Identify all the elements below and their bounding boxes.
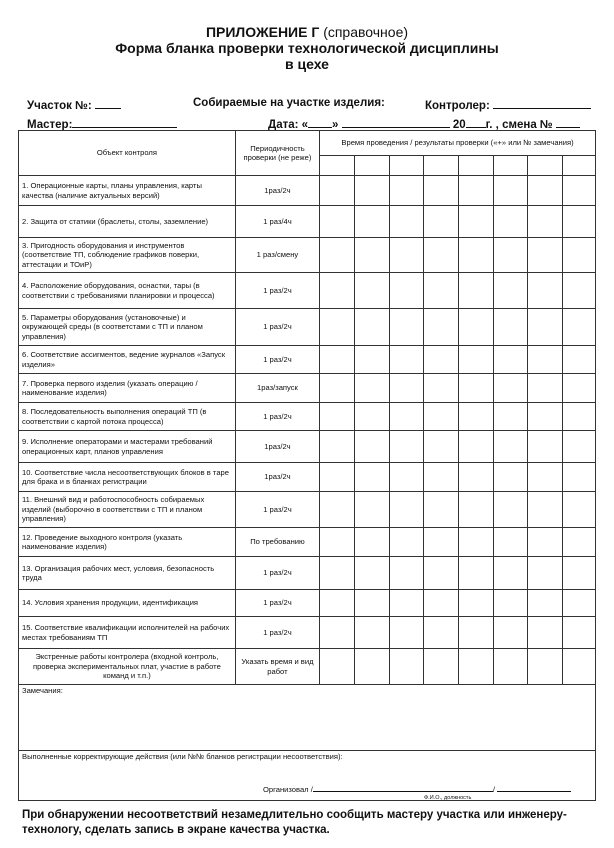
result-cell[interactable] [389,649,424,685]
result-cell[interactable] [493,528,528,557]
result-cell[interactable] [493,273,528,309]
result-cell[interactable] [493,463,528,492]
result-cell[interactable] [389,528,424,557]
result-cell[interactable] [424,617,459,649]
year-label: 20 [452,119,466,131]
footer-note: При обнаружении несоответствий незамедлительно сообщить мастеру участка или инженеру-технологу, сделать запись в экране качества участка. [22,809,567,836]
result-cell[interactable] [320,206,355,238]
result-cell[interactable] [563,431,596,463]
table-row [19,309,596,346]
check-period: По требованию [235,528,319,557]
section-label: Участок №: [27,100,92,112]
result-cell[interactable] [320,528,355,557]
result-cell[interactable] [424,463,459,492]
result-cell[interactable] [354,590,389,617]
result-cell[interactable] [320,463,355,492]
time-slot-header[interactable] [563,156,596,176]
check-period: Указать время и вид работ [235,649,319,685]
result-cell[interactable] [354,649,389,685]
result-cell[interactable] [320,431,355,463]
result-cell[interactable] [493,374,528,403]
result-cell[interactable] [389,431,424,463]
table-row [19,374,596,403]
result-cell[interactable] [528,528,563,557]
result-cell[interactable] [563,649,596,685]
table-row [19,528,596,557]
result-cell[interactable] [458,431,493,463]
control-object: 6. Соответствие ассигментов, ведение журналов «Запуск изделия» [19,346,236,374]
result-cell[interactable] [528,346,563,374]
result-cell[interactable] [563,346,596,374]
control-object: 5. Параметры оборудования (установочные) и окружающей среды (в соответстами с ТП и планом управления) [19,309,236,346]
signature-separator: / [492,785,495,794]
result-cell[interactable] [354,617,389,649]
result-cell[interactable] [528,238,563,273]
result-cell[interactable] [528,309,563,346]
time-slot-header[interactable] [389,156,424,176]
check-period: 1 раз/смену [235,238,319,273]
result-cell[interactable] [493,206,528,238]
result-cell[interactable] [563,403,596,431]
result-cell[interactable] [563,309,596,346]
result-cell[interactable] [424,374,459,403]
result-cell[interactable] [563,617,596,649]
control-object: 12. Проведение выходного контроля (указать наименование изделия) [19,528,236,557]
result-cell[interactable] [354,403,389,431]
remarks-area[interactable] [18,684,596,751]
control-object: 9. Исполнение операторами и мастерами требований операционных карт, планов управления [19,431,236,463]
result-cell[interactable] [424,403,459,431]
check-period: 1раз/2ч [235,176,319,206]
result-cell[interactable] [354,557,389,590]
column-header-period: Периодичность проверки (не реже) [235,131,319,176]
result-cell[interactable] [389,463,424,492]
result-cell[interactable] [493,649,528,685]
time-slot-header[interactable] [424,156,459,176]
result-cell[interactable] [320,403,355,431]
signature-caption: Ф.И.О., должность [424,795,472,801]
time-slot-header[interactable] [458,156,493,176]
signature-name-input[interactable] [313,783,493,792]
result-cell[interactable] [424,238,459,273]
result-cell[interactable] [424,492,459,528]
result-cell[interactable] [563,590,596,617]
table-row [19,206,596,238]
table-row [19,492,596,528]
result-cell[interactable] [458,176,493,206]
result-cell[interactable] [528,649,563,685]
result-cell[interactable] [458,273,493,309]
check-period: 1 раз/2ч [235,403,319,431]
inspection-table [18,130,596,685]
master-label: Мастер: [27,119,73,131]
result-cell[interactable] [424,309,459,346]
result-cell[interactable] [320,346,355,374]
result-cell[interactable] [354,176,389,206]
result-cell[interactable] [389,492,424,528]
result-cell[interactable] [389,309,424,346]
actions-area[interactable] [18,750,596,801]
remarks-label: Замечания: [22,686,63,695]
check-period: 1 раз/2ч [235,492,319,528]
result-cell[interactable] [563,176,596,206]
control-object: 13. Организация рабочих мест, условия, безопасность труда [19,557,236,590]
time-slot-header[interactable] [354,156,389,176]
column-header-time: Время проведения / результаты проверки («+» или № замечания) [320,131,596,156]
result-cell[interactable] [528,463,563,492]
control-object: 10. Соответствие числа несоответствующих блоков в таре для брака и в бланках регистрации [19,463,236,492]
result-cell[interactable] [493,403,528,431]
check-period: 1раз/запуск [235,374,319,403]
result-cell[interactable] [458,528,493,557]
result-cell[interactable] [458,309,493,346]
result-cell[interactable] [458,206,493,238]
result-cell[interactable] [458,557,493,590]
check-period: 1раз/2ч [235,463,319,492]
result-cell[interactable] [424,176,459,206]
result-cell[interactable] [424,273,459,309]
column-header-object: Объект контроля [19,131,236,176]
result-cell[interactable] [389,557,424,590]
time-slot-header[interactable] [320,156,355,176]
result-cell[interactable] [493,309,528,346]
result-cell[interactable] [458,374,493,403]
result-cell[interactable] [389,176,424,206]
day-input[interactable] [308,116,332,128]
table-row [19,463,596,492]
table-row [19,346,596,374]
result-cell[interactable] [320,492,355,528]
table-row [19,617,596,649]
result-cell[interactable] [320,176,355,206]
result-cell[interactable] [389,374,424,403]
controller-label: Контролер: [425,100,490,112]
actions-label: Выполненные корректирующие действия (или №№ бланков регистрации несоответствия): [22,752,343,761]
check-period: 1 раз/2ч [235,557,319,590]
year-input[interactable] [466,116,486,128]
result-cell[interactable] [320,309,355,346]
result-cell[interactable] [528,557,563,590]
result-cell[interactable] [320,238,355,273]
table-row [19,403,596,431]
section-field [27,97,121,112]
result-cell[interactable] [389,273,424,309]
result-cell[interactable] [458,590,493,617]
control-object: 2. Защита от статики (браслеты, столы, заземление) [19,206,236,238]
table-row [19,557,596,590]
result-cell[interactable] [389,590,424,617]
result-cell[interactable] [493,492,528,528]
date-label: Дата: « [268,119,309,131]
result-cell[interactable] [528,431,563,463]
result-cell[interactable] [458,463,493,492]
result-cell[interactable] [320,273,355,309]
check-period: 1 раз/2ч [235,617,319,649]
table-row [19,238,596,273]
signature-label: Организовал / [263,785,313,794]
appendix-title [0,24,614,40]
result-cell[interactable] [563,374,596,403]
result-cell[interactable] [389,403,424,431]
result-cell[interactable] [320,557,355,590]
products-label: Собираемые на участке изделия: [193,97,385,109]
result-cell[interactable] [458,649,493,685]
result-cell[interactable] [563,206,596,238]
date-close: » [332,119,339,131]
result-cell[interactable] [563,557,596,590]
result-cell[interactable] [458,617,493,649]
result-cell[interactable] [354,492,389,528]
control-object: Экстренные работы контролера (входной контроль, проверка экспериментальных плат, участие в работе команд и т.п.) [19,649,236,685]
time-slot-header[interactable] [493,156,528,176]
master-field [27,116,177,131]
table-row [19,431,596,463]
result-cell[interactable] [389,238,424,273]
control-object: 14. Условия хранения продукции, идентификация [19,590,236,617]
signature-field [263,783,571,794]
check-period: 1раз/2ч [235,431,319,463]
result-cell[interactable] [354,206,389,238]
result-cell[interactable] [493,238,528,273]
month-input[interactable] [342,116,450,128]
result-cell[interactable] [528,590,563,617]
result-cell[interactable] [528,492,563,528]
check-period: 1 раз/2ч [235,590,319,617]
result-cell[interactable] [493,346,528,374]
result-cell[interactable] [563,528,596,557]
result-cell[interactable] [493,557,528,590]
result-cell[interactable] [424,649,459,685]
shift-input[interactable] [556,116,580,128]
result-cell[interactable] [528,273,563,309]
result-cell[interactable] [389,617,424,649]
appendix-label: ПРИЛОЖЕНИЕ Г [205,24,320,40]
check-period: 1 раз/2ч [235,309,319,346]
result-cell[interactable] [424,346,459,374]
result-cell[interactable] [424,206,459,238]
table-row [19,273,596,309]
result-cell[interactable] [528,403,563,431]
emergency-row [19,649,596,685]
control-object: 1. Операционные карты, планы управления, карты качества (наличие актуальных версий) [19,176,236,206]
result-cell[interactable] [563,273,596,309]
controller-field [425,97,591,112]
time-slot-header[interactable] [528,156,563,176]
result-cell[interactable] [354,374,389,403]
result-cell[interactable] [320,590,355,617]
master-input[interactable] [72,116,177,128]
section-input[interactable] [95,97,121,109]
result-cell[interactable] [320,649,355,685]
result-cell[interactable] [354,431,389,463]
control-object: 15. Соответствие квалификации исполнителей на рабочих местах требованиям ТП [19,617,236,649]
result-cell[interactable] [458,403,493,431]
controller-input[interactable] [493,97,591,109]
result-cell[interactable] [354,309,389,346]
result-cell[interactable] [528,617,563,649]
result-cell[interactable] [424,557,459,590]
control-object: 3. Пригодность оборудования и инструментов (соответствие ТП, соблюдение графиков поверки, аттестации и ТОиР) [19,238,236,273]
result-cell[interactable] [389,346,424,374]
date-field [268,116,580,131]
control-object: 4. Расположение оборудования, оснастки, тары (в соответствии с требованиями планировки и процесса) [19,273,236,309]
result-cell[interactable] [354,528,389,557]
control-object: 11. Внешний вид и работоспособность собираемых изделий (выборочно в соответствии с ТП и планом управления) [19,492,236,528]
signature-input[interactable] [497,783,571,792]
result-cell[interactable] [563,492,596,528]
result-cell[interactable] [493,590,528,617]
result-cell[interactable] [563,238,596,273]
result-cell[interactable] [458,492,493,528]
result-cell[interactable] [528,176,563,206]
result-cell[interactable] [528,206,563,238]
form-title: Форма бланка проверки технологической дисциплины [115,40,499,56]
result-cell[interactable] [458,346,493,374]
result-cell[interactable] [354,346,389,374]
shift-label: г. , смена № [485,119,553,131]
result-cell[interactable] [493,431,528,463]
result-cell[interactable] [424,431,459,463]
result-cell[interactable] [563,463,596,492]
result-cell[interactable] [493,617,528,649]
result-cell[interactable] [320,617,355,649]
result-cell[interactable] [493,176,528,206]
result-cell[interactable] [354,238,389,273]
table-row [19,176,596,206]
control-object: 8. Последовательность выполнения операций ТП (в соответствии с картой потока процесса) [19,403,236,431]
control-object: 7. Проверка первого изделия (указать операцию / наименование изделия) [19,374,236,403]
result-cell[interactable] [424,590,459,617]
result-cell[interactable] [354,463,389,492]
result-cell[interactable] [389,206,424,238]
form-title-line2: в цехе [285,56,329,72]
result-cell[interactable] [528,374,563,403]
check-period: 1 раз/4ч [235,206,319,238]
appendix-note: (справочное) [323,24,409,40]
result-cell[interactable] [458,238,493,273]
result-cell[interactable] [320,374,355,403]
result-cell[interactable] [424,528,459,557]
check-period: 1 раз/2ч [235,273,319,309]
check-period: 1 раз/2ч [235,346,319,374]
table-row [19,590,596,617]
result-cell[interactable] [354,273,389,309]
